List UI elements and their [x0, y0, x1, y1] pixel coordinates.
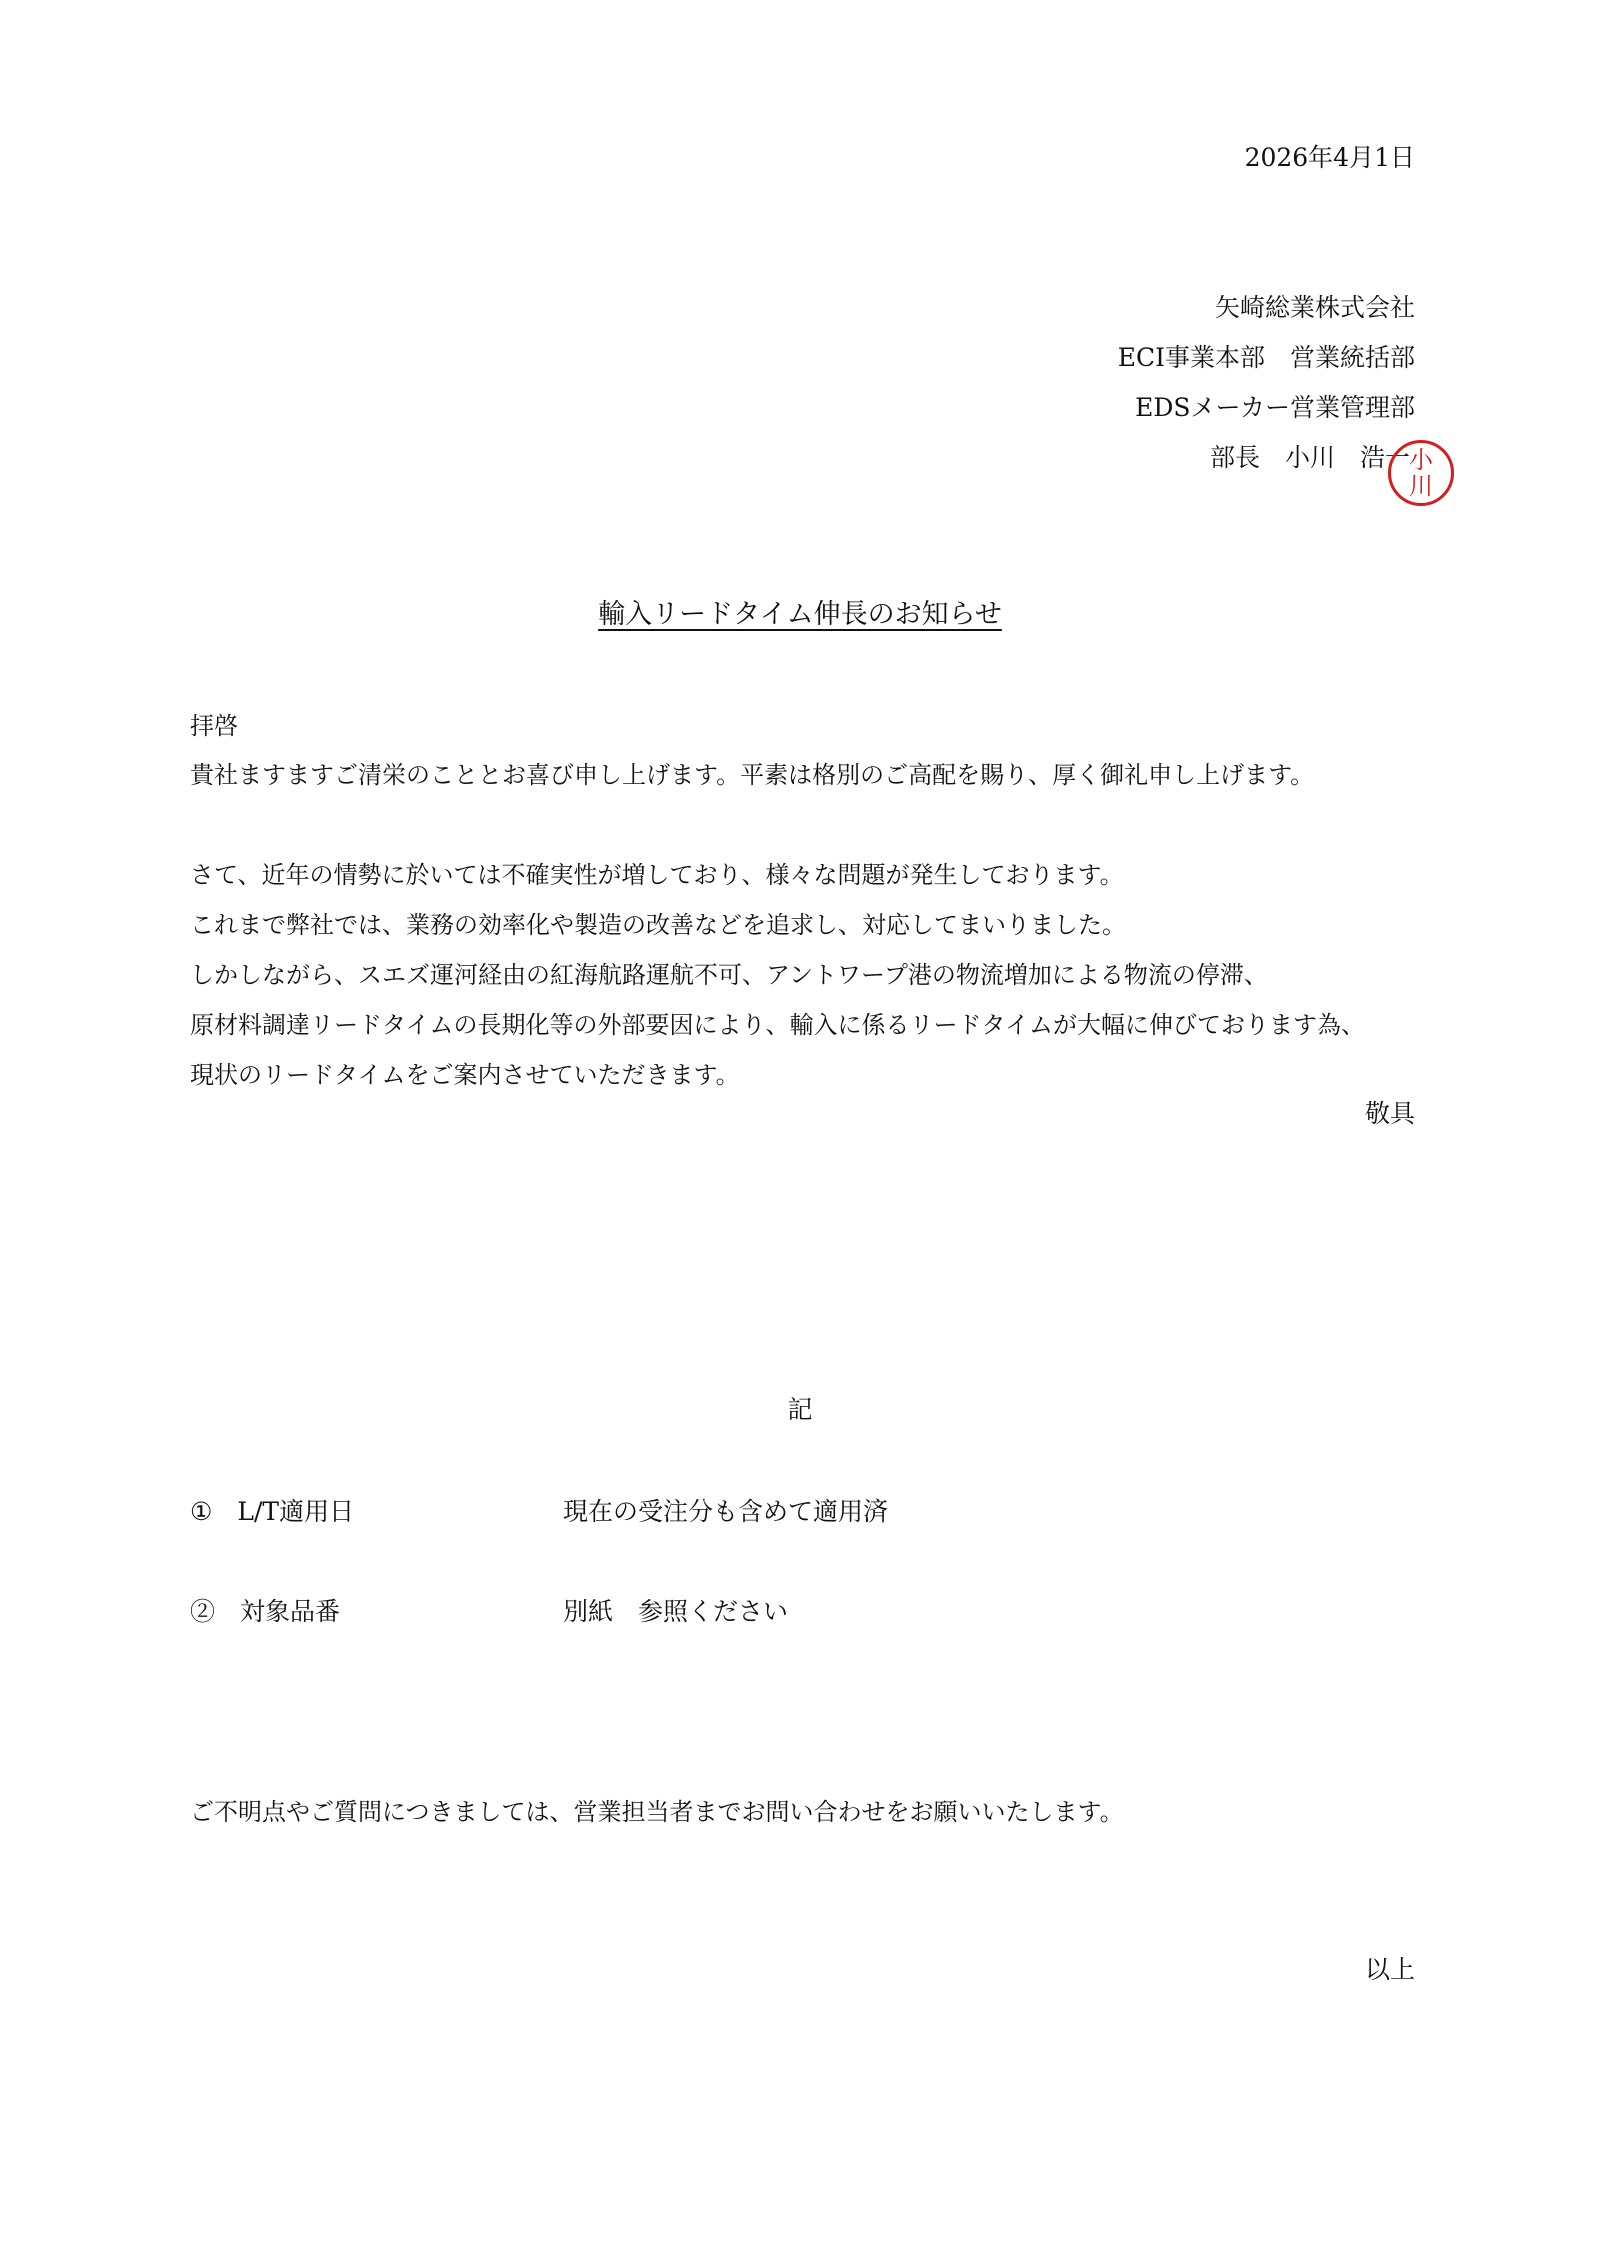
document-date: 2026年4月1日 [1244, 143, 1415, 172]
sender-person: 部長 小川 浩一 [1209, 443, 1410, 472]
item-value: 現在の受注分も含めて適用済 [563, 1497, 889, 1526]
paragraph-line: 現状のリードタイムをご案内させていただきます。 [190, 1061, 740, 1089]
salutation: 拝啓 [190, 712, 238, 740]
sender-company: 矢崎総業株式会社 [1214, 293, 1415, 322]
paragraph-line: 原材料調達リードタイムの長期化等の外部要因により、輸入に係るリードタイムが大幅に伸びております為、 [190, 1011, 1366, 1039]
item-label: ② 対象品番 [190, 1597, 341, 1626]
sender-department: EDSメーカー営業管理部 [1135, 393, 1415, 422]
end-mark: 以上 [1364, 1955, 1415, 1984]
document-title: 輸入リードタイム伸長のお知らせ [598, 599, 1002, 630]
paragraph-line: さて、近年の情勢に於いては不確実性が増しており、様々な問題が発生しております。 [190, 861, 1124, 889]
item-value: 別紙 参照ください [563, 1597, 789, 1626]
paragraph-line: これまで弊社では、業務の効率化や製造の改善などを追求し、対応してまいりました。 [190, 911, 1126, 939]
item-label: ① L/T適用日 [190, 1497, 355, 1526]
paragraph-line: 貴社ますますご清栄のこととお喜び申し上げます。平素は格別のご高配を賜り、厚く御礼申し上げます。 [190, 761, 1315, 789]
hanko-seal-icon: 小 川 [1388, 440, 1454, 506]
closing: 敬具 [1364, 1099, 1415, 1128]
ki-heading: 記 [787, 1395, 813, 1424]
inquiry-text: ご不明点やご質問につきましては、営業担当者までお問い合わせをお願いいたします。 [190, 1798, 1124, 1826]
paragraph-line: しかしながら、スエズ運河経由の紅海航路運航不可、アントワープ港の物流増加による物流の停滞、 [190, 961, 1268, 989]
sender-division: ECI事業本部 営業統括部 [1117, 343, 1415, 372]
